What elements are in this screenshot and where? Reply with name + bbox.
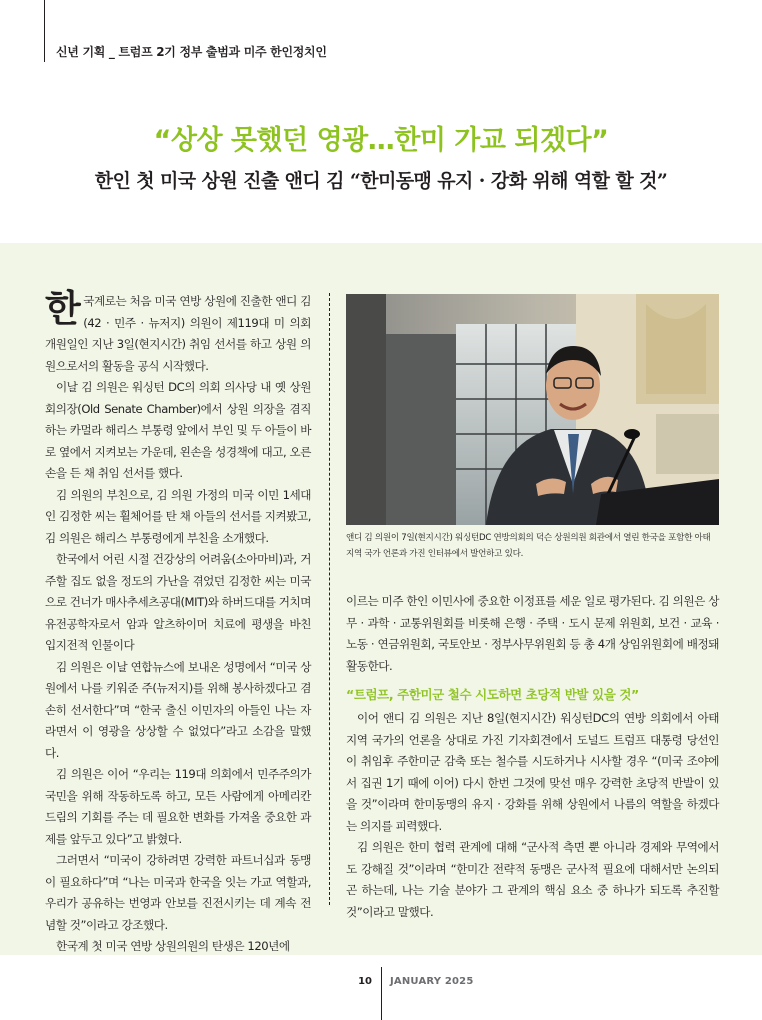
series-label: 신년 기획 _ 트럼프 2기 정부 출범과 미주 한인정치인: [56, 45, 327, 59]
body-paragraph: 김 의원의 부친으로, 김 의원 가정의 미국 이민 1세대인 김정한 씨는 휠체어를 탄 채 아들의 선서를 지켜봤고, 김 의원은 해리스 부통령에게 부친을 소개했다.: [45, 487, 311, 545]
body-paragraph: 김 의원은 이날 연합뉴스에 보내온 성명에서 “미국 상원에서 나를 키워준 주(뉴저지)를 위해 봉사하겠다고 겸손히 선서한다”며 “한국 출신 이민자의 아들인 나는 자라면서 이 영광을 상상할 수 없었다”라고 소감을 말했다.: [45, 659, 311, 760]
lead-paragraph: 한국계로는 처음 미국 연방 상원에 진출한 앤디 김(42 · 민주 · 뉴저지) 의원이 제119대 미 의회 개원일인 지난 3일(현지시간) 취임 선서를 하고 상원 의원으로서의 활동을 공식 시작했다.: [45, 287, 311, 373]
body-paragraph: 이르는 미주 한인 이민사에 중요한 이정표를 세운 일로 평가된다. 김 의원은 상무 · 과학 · 교통위원회를 비롯해 은행 · 주택 · 도시 문제 위원회, 보건 · 교육 · 노동 · 연금위원회, 국토안보 · 정부사무위원회 등 총 4개 상임위원회에 배정돼 활동한다.: [346, 594, 719, 673]
page-number: 10: [358, 976, 372, 987]
photo-caption: 앤디 김 의원이 7일(현지시간) 워싱턴DC 연방의회의 덕슨 상원의원 회관에서 열린 한국을 포함한 아태 지역 국가 언론과 가진 인터뷰에서 발언하고 있다.: [346, 533, 711, 559]
header-rule: [44, 0, 45, 62]
headline: “상상 못했던 영광…한미 가교 되겠다”: [153, 125, 609, 156]
column-divider: [329, 293, 330, 905]
body-paragraph: 김 의원은 이어 “우리는 119대 의회에서 민주주의가 국민을 위해 작동하도록 하고, 모든 사람에게 아메리칸 드림의 기회를 주는 데 필요한 변화를 가져올 중요한 과제를 앞두고 있다”고 밝혔다.: [45, 767, 311, 846]
subheadline: 한인 첫 미국 상원 진출 앤디 김 “한미동맹 유지 · 강화 위해 역할 할 것”: [94, 170, 668, 192]
body-paragraph: 그러면서 “미국이 강하려면 강력한 파트너십과 동맹이 필요하다”며 “나는 미국과 한국을 잇는 가교 역할과, 우리가 공유하는 번영과 안보를 진전시키는 데 계속 전념할 것”이라고 강조했다.: [45, 853, 311, 932]
body-paragraph: 이날 김 의원은 워싱턴 DC의 의회 의사당 내 옛 상원회의장(Old Senate Chamber)에서 상원 의장을 겸직하는 카멀라 해리스 부통령 앞에서 부인 및 두 아들이 바로 옆에서 지켜보는 가운데, 왼손을 성경책에 대고, 오른손을 든 채 취임 선서를 했다.: [45, 380, 311, 480]
right-column: [346, 591, 719, 923]
section-heading: “트럼프, 주한미군 철수 시도하면 초당적 반발 있을 것”: [346, 687, 639, 702]
footer-rule: [381, 967, 382, 1020]
left-column: [45, 287, 311, 958]
body-paragraph: 한국계 첫 미국 연방 상원의원의 탄생은 120년에: [56, 939, 290, 953]
body-paragraph: 한국에서 어린 시절 건강상의 어려움(소아마비)과, 거주할 집도 없을 정도의 가난을 겪었던 김정한 씨는 미국으로 건너가 매사추세츠공대(MIT)와 하버드대를 거치며 유전공학자로서 암과 알츠하이머 치료에 평생을 바친 입지전적 인물이다: [45, 552, 311, 652]
article-photo: [346, 294, 719, 525]
body-paragraph: 이어 앤디 김 의원은 지난 8일(현지시간) 워싱턴DC의 연방 의회에서 아태 지역 국가의 언론을 상대로 가진 기자회견에서 도널드 트럼프 대통령 당선인이 취임후 주한미군 감축 또는 철수를 시도하거나 시사할 경우 “(미국 조야에서 집권 1기 때에 이어) 다시 한번 그것에 맞선 매우 강력한 초당적 반발이 있을 것”이라며 한미동맹의 유지 · 강화를 위해 상원에서 나름의 역할을 하겠다는 의지를 피력했다.: [346, 711, 719, 833]
photo-illustration: [346, 294, 719, 525]
issue-label: JANUARY 2025: [390, 976, 474, 987]
drop-cap: 한: [45, 287, 81, 330]
body-paragraph: 김 의원은 한미 협력 관계에 대해 “군사적 측면 뿐 아니라 경제와 무역에서도 강해질 것”이라며 “한미간 전략적 동맹은 군사적 필요에 대해서만 논의되곤 하는데, 나는 기술 분야가 그 관계의 핵심 요소 중 하나가 되도록 추진할 것”이라고 말했다.: [346, 840, 719, 919]
